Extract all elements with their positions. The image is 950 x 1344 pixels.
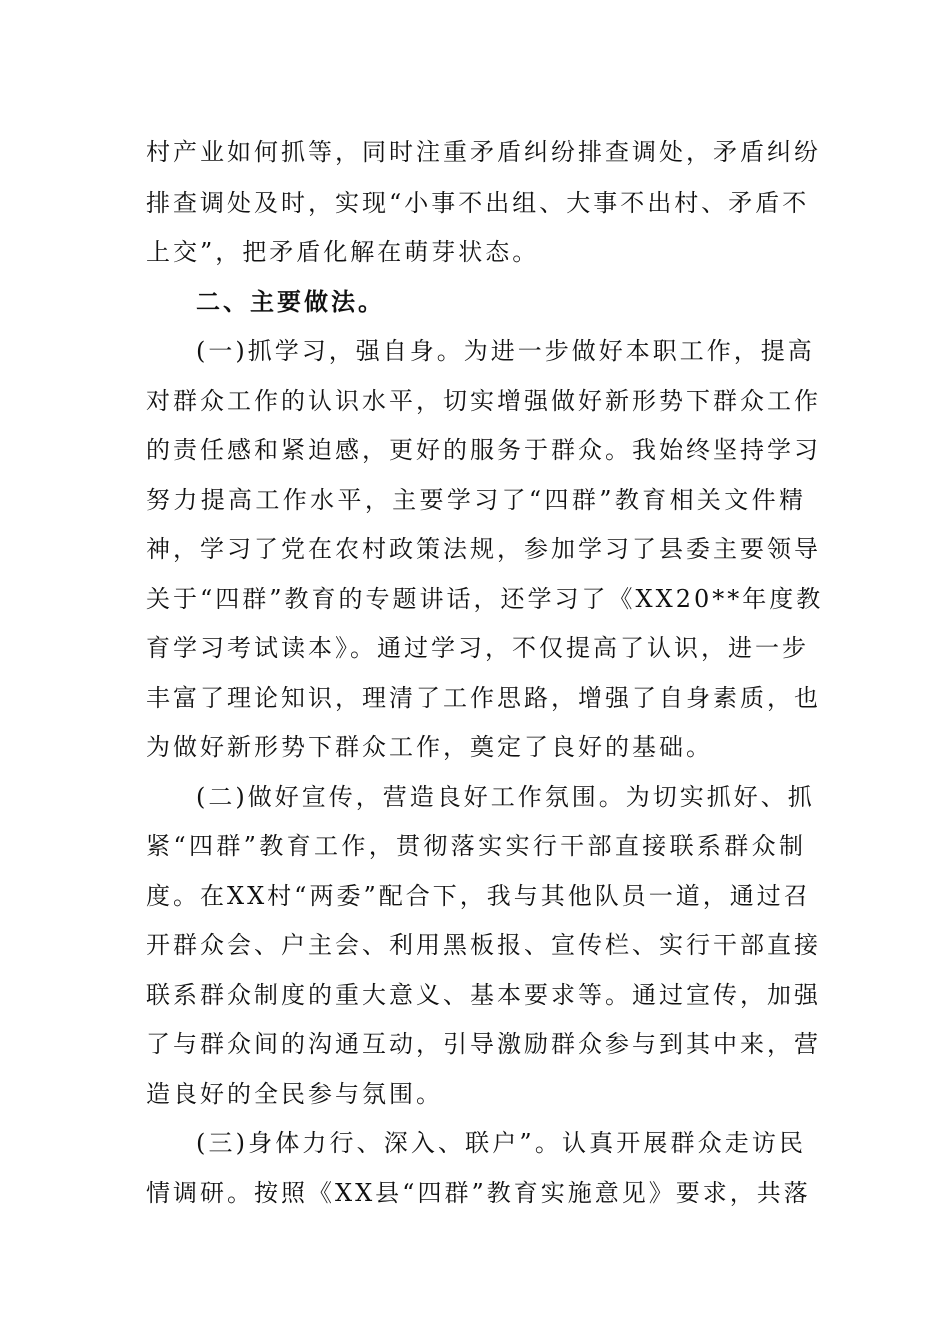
paragraph-line: 紧“四群”教育工作，贯彻落实实行干部直接联系群众制 [146,832,806,860]
paragraph-line: 关于“四群”教育的专题讲话，还学习了《XX20**年度教 [146,585,824,613]
paragraph-line: 村产业如何抓等，同时注重矛盾纠纷排查调处，矛盾纠纷 [146,138,821,166]
paragraph-line: 情调研。按照《XX县“四群”教育实施意见》要求，共落 [146,1179,811,1207]
paragraph-line: 丰富了理论知识，理清了工作思路，增强了自身素质，也 [146,684,821,712]
paragraph-line: 度。在XX村“两委”配合下，我与其他队员一道，通过召 [146,882,811,910]
paragraph-line: 的责任感和紧迫感，更好的服务于群众。我始终坚持学习 [146,436,821,464]
paragraph-line: 育学习考试读本》。通过学习，不仅提高了认识，进一步 [146,634,809,662]
paragraph-line: 排查调处及时，实现“小事不出组、大事不出村、矛盾不 [146,189,810,217]
paragraph-line: (二)做好宣传，营造良好工作氛围。为切实抓好、抓 [196,783,815,811]
paragraph-line: 神，学习了党在农村政策法规，参加学习了县委主要领导 [146,535,821,563]
section-heading: 二、主要做法。 [196,288,385,316]
paragraph-line: 为做好新形势下群众工作，奠定了良好的基础。 [146,733,713,761]
paragraph-line: 开群众会、户主会、利用黑板报、宣传栏、实行干部直接 [146,931,821,959]
paragraph-line: (一)抓学习，强自身。为进一步做好本职工作，提高 [196,337,815,365]
paragraph-line: (三)身体力行、深入、联户”。认真开展群众走访民 [196,1129,806,1157]
paragraph-line: 上交”，把矛盾化解在萌芽状态。 [146,238,540,266]
paragraph-line: 造良好的全民参与氛围。 [146,1080,443,1108]
paragraph-line: 了与群众间的沟通互动，引导激励群众参与到其中来，营 [146,1030,821,1058]
paragraph-line: 联系群众制度的重大意义、基本要求等。通过宣传，加强 [146,981,821,1009]
paragraph-line: 努力提高工作水平，主要学习了“四群”教育相关文件精 [146,486,806,514]
paragraph-line: 对群众工作的认识水平，切实增强做好新形势下群众工作 [146,387,821,415]
